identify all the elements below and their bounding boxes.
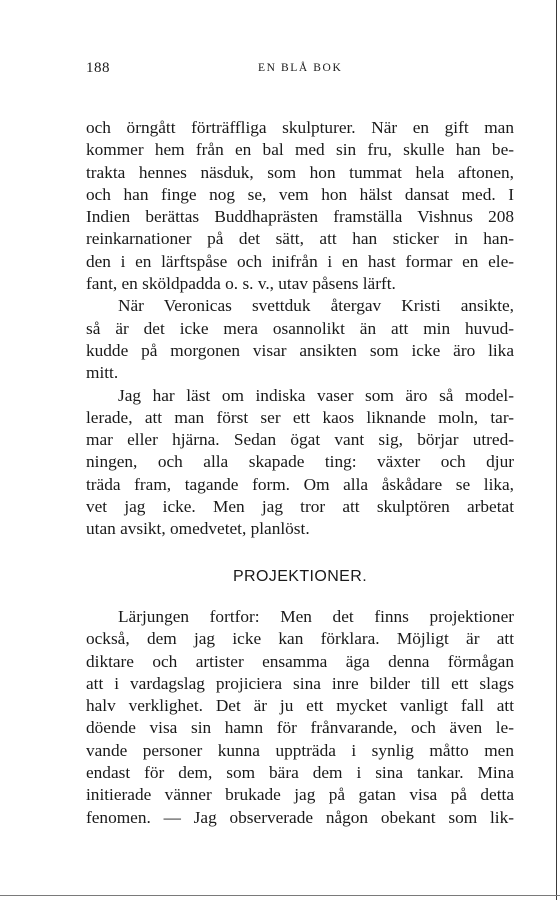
text-line: fenomen. — Jag observerade någon obekant som lik- xyxy=(86,807,514,827)
text-line: döende visa sin hamn för frånvarande, och även le- xyxy=(86,718,514,738)
text-line: också, dem jag icke kan förklara. Möjligt är att xyxy=(86,629,514,649)
text-line: diktare och artister ensamma äga denna förmågan xyxy=(86,651,514,671)
text-line: lerade, att man först ser ett kaos liknande moln, tar- xyxy=(86,407,514,427)
text-line: ningen, och alla skapade ting: växter och djur xyxy=(86,452,514,472)
text-line: utan avsikt, omedvetet, planlöst. xyxy=(86,519,310,539)
text-line: att i vardagslag projiciera sina inre bilder till ett slags xyxy=(86,673,514,693)
text-line: den i en lärftspåse och inifrån i en hast formar en ele- xyxy=(86,251,514,271)
body-text-bottom xyxy=(86,606,514,829)
text-line: halv verklighet. Det är ju ett mycket vanligt fall att xyxy=(86,696,514,716)
running-title: EN BLÅ BOK xyxy=(258,62,343,74)
text-line: fant, en sköldpadda o. s. v., utav påsens lärft. xyxy=(86,274,396,294)
text-line: När Veronicas svettduk återgav Kristi ansikte, xyxy=(118,296,514,316)
page-edge-bottom xyxy=(0,895,560,896)
running-head xyxy=(86,60,516,80)
text-line: reinkarnationer på det sätt, att han sticker in han- xyxy=(86,229,514,249)
text-line: Jag har läst om indiska vaser som äro så model- xyxy=(118,385,514,405)
text-line: mitt. xyxy=(86,363,119,383)
text-line: och han finge nog se, vem hon hälst dansat med. I xyxy=(86,184,514,204)
text-line: initierade vänner brukade jag på gatan visa på detta xyxy=(86,785,514,805)
text-line: endast för dem, som bära dem i sina tankar. Mina xyxy=(86,763,514,783)
text-line: träda fram, tagande form. Om alla åskådare se lika, xyxy=(86,474,514,494)
page-edge-right xyxy=(556,0,557,900)
text-line: så är det icke mera osannolikt än att min huvud- xyxy=(86,318,514,338)
text-line: vande personer kunna uppträda i synlig måtto men xyxy=(86,740,514,760)
text-line: Indien berättas Buddhaprästen framställa Vishnus 208 xyxy=(86,207,514,227)
page-number: 188 xyxy=(86,60,110,76)
text-line: kudde på morgonen visar ansikten som icke äro lika xyxy=(86,340,514,360)
section-heading: PROJEKTIONER. xyxy=(232,568,368,585)
text-line: trakta hennes näsduk, som hon tummat hela aftonen, xyxy=(86,162,514,182)
text-line: vet jag icke. Men jag tror att skulptören arbetat xyxy=(86,497,514,517)
text-line: kommer hem från en bal med sin fru, skulle han be- xyxy=(86,140,514,160)
body-text-top xyxy=(86,117,514,541)
text-line: Lärjungen fortfor: Men det finns projektioner xyxy=(118,607,514,626)
text-line: och örngått förträffliga skulpturer. När en gift man xyxy=(86,118,514,137)
text-line: mar eller hjärna. Sedan ögat vant sig, börjar utred- xyxy=(86,430,514,450)
